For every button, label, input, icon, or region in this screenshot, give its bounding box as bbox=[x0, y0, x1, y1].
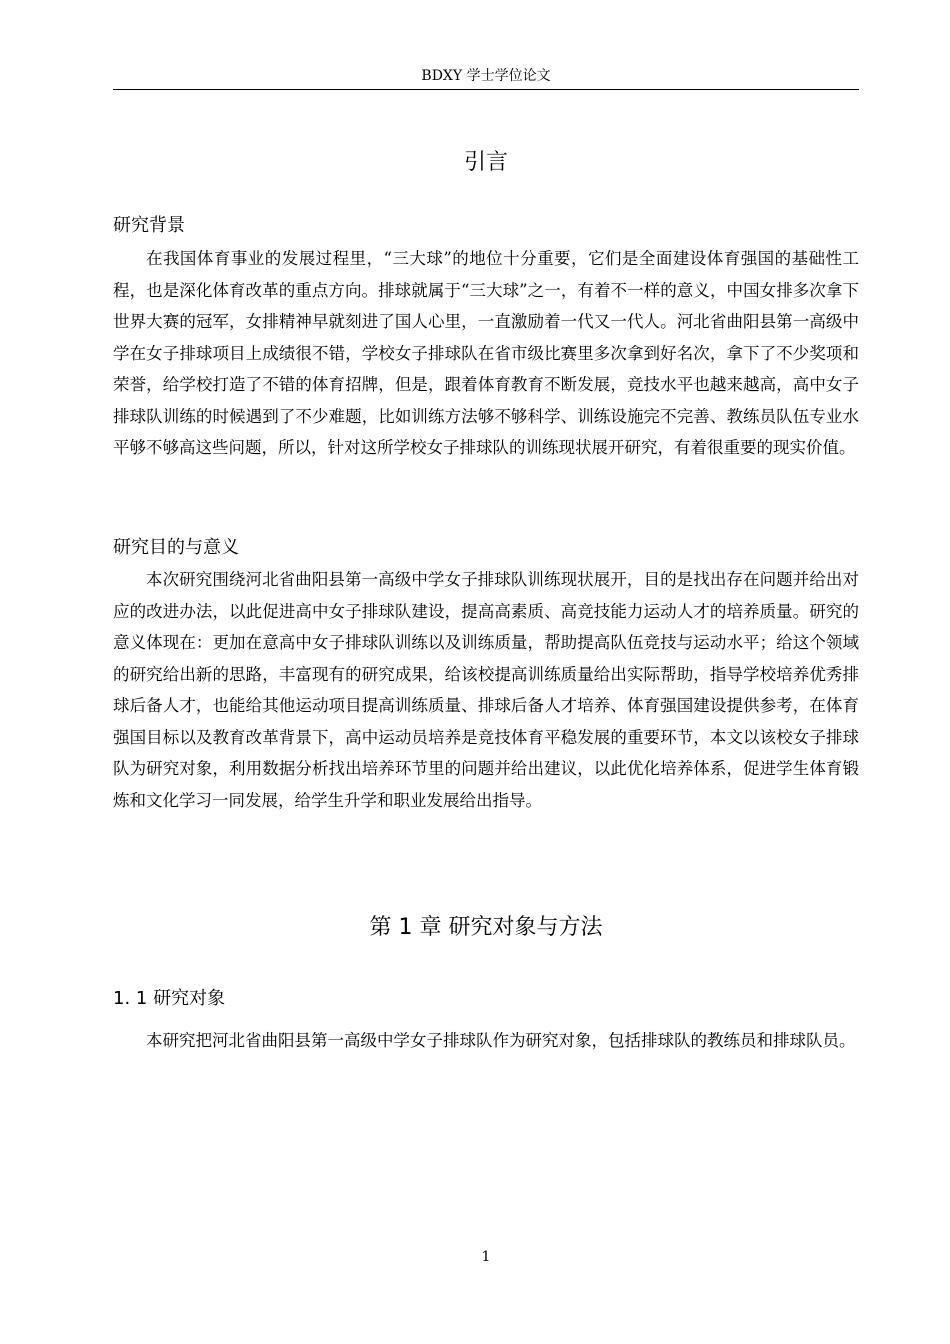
running-header: BDXY 学士学位论文 bbox=[421, 68, 551, 84]
chapter-1-title: 第 1 章 研究对象与方法 bbox=[369, 915, 603, 940]
section-1-1-paragraph: 本研究把河北省曲阳县第一高级中学女子排球队作为研究对象，包括排球队的教练员和排球队员。 bbox=[146, 1031, 856, 1050]
purpose-paragraph: 本次研究围绕河北省曲阳县第一高级中学女子排球队训练现状展开，目的是找出存在问题并给出对应的改进办法，以此促进高中女子排球队建设，提高高素质、高竞技能力运动人才的培养质量。研究的意义体现在：更加在意高中女子排球队训练以及训练质量，帮助提高队伍竞技与运动水平；给这个领域的研究给出新的思路，丰富现有的研究成果，给该校提高训练质量给出实际帮助，指导学校培养优秀排球后备人才，也能给其他运动项目提高训练质量、排球后备人才培养、体育强国建设提供参考，在体育强国目标以及教育改革背景下，高中运动员培养是竞技体育平稳发展的重要环节，本文以该校女子排球队为研究对象，利用数据分析找出培养环节里的问题并给出建议，以此优化培养体系，促进学生体育锻炼和文化学习一同发展，给学生升学和职业发展给出指导。 bbox=[113, 570, 859, 810]
purpose-heading: 研究目的与意义 bbox=[113, 537, 239, 558]
page-number: 1 bbox=[481, 1249, 491, 1265]
background-paragraph: 在我国体育事业的发展过程里，“三大球”的地位十分重要，它们是全面建设体育强国的基础性工程，也是深化体育改革的重点方向。排球就属于“三大球”之一，有着不一样的意义，中国女排多次拿下世界大赛的冠军，女排精神早就刻进了国人心里，一直激励着一代又一代人。河北省曲阳县第一高级中学在女子排球项目上成绩很不错，学校女子排球队在省市级比赛里多次拿到好名次，拿下了不少奖项和荣誉，给学校打造了不错的体育招牌，但是，跟着体育教育不断发展，竞技水平也越来越高，高中女子排球队训练的时候遇到了不少难题，比如训练方法够不够科学、训练设施完不完善、教练员队伍专业水平够不够高这些问题，所以，针对这所学校女子排球队的训练现状展开研究，有着很重要的现实价值。 bbox=[113, 249, 859, 457]
header-rule bbox=[113, 89, 859, 90]
intro-title: 引言 bbox=[463, 150, 508, 175]
section-1-1-heading: 1. 1 研究对象 bbox=[113, 988, 226, 1009]
background-heading: 研究背景 bbox=[113, 215, 185, 236]
